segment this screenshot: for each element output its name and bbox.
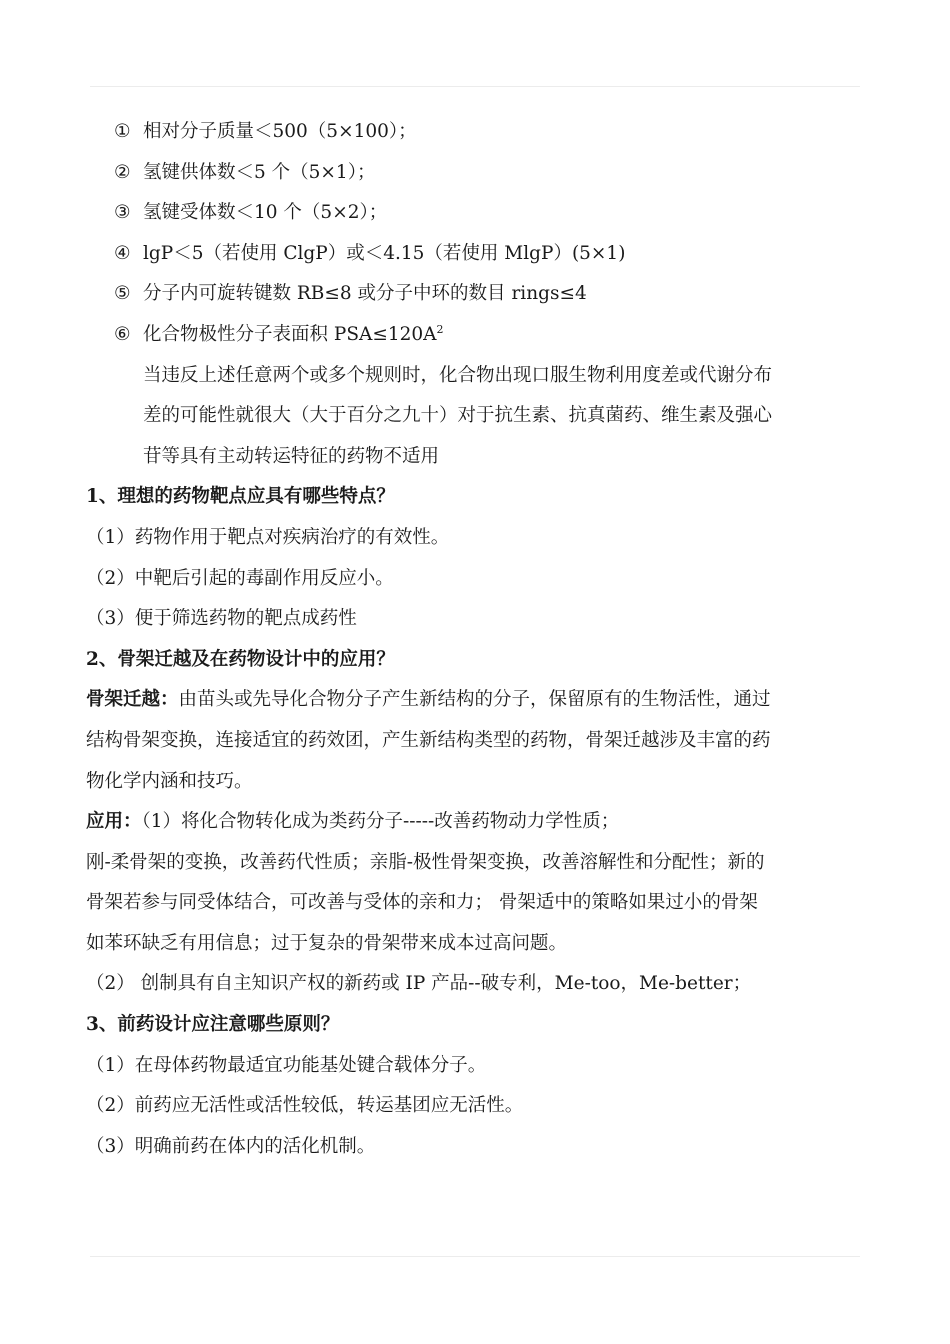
definition-line xyxy=(0,680,950,721)
application-line: （2） 创制具有自主知识产权的新药或 IP 产品--破专利，Me-too，Me-better； xyxy=(86,973,752,995)
rule-number: ② xyxy=(114,161,131,183)
rule-item-6 xyxy=(0,315,950,356)
rule-number: ⑤ xyxy=(114,283,131,305)
definition-text: 由苗头或先导化合物分子产生新结构的分子，保留原有的生物活性，通过 xyxy=(178,689,771,711)
rule-text: 相对分子质量＜500（5×100）； xyxy=(143,121,417,142)
rule-text: 分子内可旋转键数 RB≤8 或分子中环的数目 rings≤4 xyxy=(143,283,587,305)
rule-number: ① xyxy=(114,121,131,142)
rule-text: 化合物极性分子表面积 PSA≤120A xyxy=(143,323,437,345)
application-label: 应用： xyxy=(86,811,142,833)
rules-note-line: 差的可能性就很大（大于百分之九十）对于抗生素、抗真菌药、维生素及强心 xyxy=(143,405,773,427)
question-2-heading: 2、骨架迁越及在药物设计中的应用？ xyxy=(86,648,395,670)
question-3-answer: （2）前药应无活性或活性较低，转运基团应无活性。 xyxy=(86,1095,524,1117)
definition-line: 物化学内涵和技巧。 xyxy=(86,770,253,792)
rule-item-5 xyxy=(0,274,950,315)
footer-rule xyxy=(90,1256,860,1257)
document-body xyxy=(0,112,950,1167)
rules-note-line: 当违反上述任意两个或多个规则时，化合物出现口服生物利用度差或代谢分布 xyxy=(143,364,773,386)
rule-number: ⑥ xyxy=(114,323,131,345)
question-1-answer: （1）药物作用于靶点对疾病治疗的有效性。 xyxy=(86,526,450,548)
application-text: （1）将化合物转化成为类药分子-----改善药物动力学性质； xyxy=(141,811,620,833)
rule-item-4 xyxy=(0,234,950,275)
rules-note-line: 苷等具有主动转运特征的药物不适用 xyxy=(143,445,440,467)
superscript: 2 xyxy=(436,322,444,336)
question-3-answer: （1）在母体药物最适宜功能基处键合载体分子。 xyxy=(86,1054,487,1076)
question-3-answer: （3）明确前药在体内的活化机制。 xyxy=(86,1135,376,1157)
header-rule xyxy=(90,86,860,87)
application-line: 刚-柔骨架的变换，改善药代性质；亲脂-极性骨架变换，改善溶解性和分配性；新的 xyxy=(86,851,765,873)
rule-text: lgP＜5（若使用 ClgP）或＜4.15（若使用 MlgP）(5×1) xyxy=(143,242,626,264)
question-1-answer: （3）便于筛选药物的靶点成药性 xyxy=(86,608,357,630)
rule-item-3 xyxy=(0,193,950,234)
definition-label: 骨架迁越： xyxy=(86,689,179,711)
rule-number: ④ xyxy=(114,242,131,264)
rule-number: ③ xyxy=(114,202,131,224)
question-1-heading: 1、理想的药物靶点应具有哪些特点？ xyxy=(86,486,395,508)
definition-line: 结构骨架变换，连接适宜的药效团，产生新结构类型的药物，骨架迁越涉及丰富的药 xyxy=(86,729,771,751)
rule-text: 氢键供体数＜5 个（5×1）； xyxy=(143,161,376,183)
rule-item-1 xyxy=(0,112,950,153)
question-1-answer: （2）中靶后引起的毒副作用反应小。 xyxy=(86,567,394,589)
application-line: 如苯环缺乏有用信息；过于复杂的骨架带来成本过高问题。 xyxy=(86,932,568,954)
application-line xyxy=(0,802,950,843)
application-line: 骨架若参与同受体结合，可改善与受体的亲和力； 骨架适中的策略如果过小的骨架 xyxy=(86,892,758,914)
rule-item-2 xyxy=(0,153,950,194)
question-3-heading: 3、前药设计应注意哪些原则？ xyxy=(86,1014,340,1036)
rule-text: 氢键受体数＜10 个（5×2）； xyxy=(143,202,388,224)
